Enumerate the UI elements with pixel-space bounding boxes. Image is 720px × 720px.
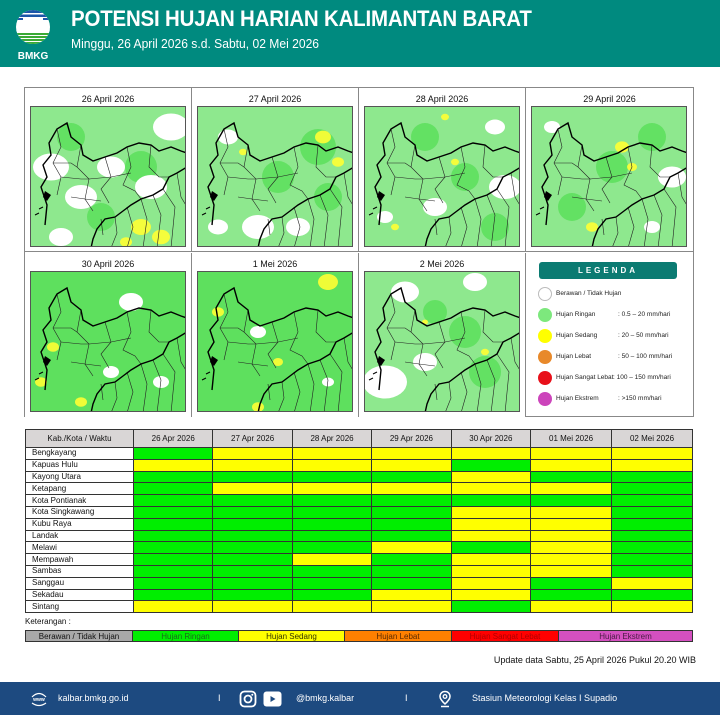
legend-item-berawan bbox=[538, 287, 698, 301]
legend-range: : >150 mm/hari bbox=[618, 395, 662, 402]
map-panel-4 bbox=[526, 88, 693, 252]
column-header: 29 Apr 2026 bbox=[372, 430, 451, 448]
table-row bbox=[26, 459, 693, 471]
forecast-cell bbox=[612, 471, 693, 483]
forecast-cell bbox=[531, 459, 612, 471]
column-header: 02 Mei 2026 bbox=[612, 430, 693, 448]
rainfall-map bbox=[197, 271, 353, 412]
forecast-cell bbox=[531, 518, 612, 530]
column-header: 26 Apr 2026 bbox=[134, 430, 213, 448]
website-link[interactable]: kalbar.bmkg.go.id bbox=[58, 693, 129, 703]
forecast-cell bbox=[134, 459, 213, 471]
forecast-cell bbox=[612, 542, 693, 554]
map-svg bbox=[31, 107, 186, 247]
legend-swatch bbox=[538, 392, 552, 406]
forecast-cell bbox=[612, 495, 693, 507]
region-name: Sambas bbox=[26, 565, 134, 577]
forecast-cell bbox=[531, 542, 612, 554]
rainfall-map bbox=[364, 106, 520, 247]
region-name: Kayong Utara bbox=[26, 471, 134, 483]
table-row bbox=[26, 448, 693, 460]
forecast-cell bbox=[372, 542, 451, 554]
region-name: Kota Pontianak bbox=[26, 495, 134, 507]
forecast-cell bbox=[292, 483, 371, 495]
update-timestamp: Update data Sabtu, 25 April 2026 Pukul 20.20 WIB bbox=[493, 655, 696, 665]
forecast-cell bbox=[134, 518, 213, 530]
forecast-cell bbox=[292, 577, 371, 589]
forecast-cell bbox=[372, 483, 451, 495]
forecast-cell bbox=[134, 495, 213, 507]
map-panel-5 bbox=[25, 253, 192, 417]
forecast-cell bbox=[134, 530, 213, 542]
forecast-cell bbox=[612, 459, 693, 471]
forecast-cell bbox=[531, 506, 612, 518]
map-grid bbox=[24, 87, 694, 417]
forecast-cell bbox=[451, 506, 530, 518]
region-name: Sintang bbox=[26, 601, 134, 613]
region-name: Sekadau bbox=[26, 589, 134, 601]
forecast-cell bbox=[213, 518, 292, 530]
station-name: Stasiun Meteorologi Kelas I Supadio bbox=[472, 693, 618, 703]
forecast-cell bbox=[213, 577, 292, 589]
column-header: 27 Apr 2026 bbox=[213, 430, 292, 448]
legend-label: Berawan / Tidak Hujan bbox=[556, 290, 622, 297]
forecast-cell bbox=[292, 471, 371, 483]
forecast-cell bbox=[134, 554, 213, 566]
forecast-cell bbox=[213, 448, 292, 460]
table-row bbox=[26, 495, 693, 507]
location-pin-icon bbox=[438, 690, 452, 708]
forecast-cell bbox=[213, 506, 292, 518]
forecast-cell bbox=[134, 542, 213, 554]
map-panel-title: 26 April 2026 bbox=[81, 94, 135, 104]
forecast-cell bbox=[372, 554, 451, 566]
legend-item-sedang bbox=[538, 329, 698, 343]
map-panel-1 bbox=[25, 88, 192, 252]
forecast-cell bbox=[531, 448, 612, 460]
forecast-cell bbox=[213, 554, 292, 566]
table-row bbox=[26, 565, 693, 577]
forecast-cell bbox=[451, 448, 530, 460]
forecast-cell bbox=[451, 471, 530, 483]
forecast-cell bbox=[292, 554, 371, 566]
forecast-cell bbox=[531, 495, 612, 507]
forecast-cell bbox=[451, 495, 530, 507]
table-row bbox=[26, 542, 693, 554]
forecast-cell bbox=[292, 530, 371, 542]
forecast-cell bbox=[531, 530, 612, 542]
forecast-cell bbox=[134, 601, 213, 613]
table-row bbox=[26, 506, 693, 518]
legend-swatch bbox=[538, 371, 552, 385]
legend-label: Hujan Ekstrem bbox=[556, 395, 599, 402]
forecast-cell bbox=[134, 471, 213, 483]
legend-label: Hujan Lebat bbox=[556, 353, 592, 360]
key-ekstrem: Hujan Ekstrem bbox=[559, 631, 692, 641]
footer-bar bbox=[0, 682, 720, 715]
forecast-cell bbox=[451, 483, 530, 495]
map-svg bbox=[365, 107, 520, 247]
forecast-cell bbox=[292, 542, 371, 554]
forecast-cell bbox=[612, 565, 693, 577]
www-icon bbox=[30, 690, 48, 708]
forecast-cell bbox=[372, 601, 451, 613]
forecast-cell bbox=[612, 448, 693, 460]
map-svg bbox=[198, 107, 353, 247]
map-panel-3 bbox=[359, 88, 526, 252]
legend-label: Hujan Sedang bbox=[556, 332, 598, 339]
keterangan-bar bbox=[25, 630, 693, 642]
column-header: 30 Apr 2026 bbox=[451, 430, 530, 448]
forecast-cell bbox=[213, 495, 292, 507]
table-row bbox=[26, 577, 693, 589]
map-panel-6 bbox=[192, 253, 359, 417]
forecast-cell bbox=[213, 459, 292, 471]
map-panel-title: 30 April 2026 bbox=[81, 259, 135, 269]
forecast-cell bbox=[451, 554, 530, 566]
forecast-cell bbox=[213, 530, 292, 542]
rainfall-map bbox=[197, 106, 353, 247]
map-panel-title: 1 Mei 2026 bbox=[252, 259, 298, 269]
key-berawan: Berawan / Tidak Hujan bbox=[26, 631, 133, 641]
region-name: Bengkayang bbox=[26, 448, 134, 460]
forecast-cell bbox=[612, 483, 693, 495]
legend-range: : 100 – 150 mm/hari bbox=[613, 374, 671, 381]
footer-bottom-strip bbox=[28, 715, 698, 720]
forecast-cell bbox=[213, 483, 292, 495]
legend-item-ringan bbox=[538, 308, 698, 322]
forecast-table bbox=[25, 429, 693, 613]
key-sangat-lebat: Hujan Sangat Lebat bbox=[452, 631, 559, 641]
forecast-cell bbox=[372, 495, 451, 507]
footer-separator: I bbox=[405, 693, 408, 703]
forecast-cell bbox=[451, 589, 530, 601]
forecast-cell bbox=[531, 565, 612, 577]
table-body bbox=[26, 448, 693, 613]
forecast-cell bbox=[372, 530, 451, 542]
legend-item-lebat bbox=[538, 350, 698, 364]
table-row bbox=[26, 554, 693, 566]
header-banner bbox=[0, 0, 720, 67]
column-header: Kab./Kota / Waktu bbox=[26, 430, 134, 448]
forecast-cell bbox=[134, 565, 213, 577]
forecast-cell bbox=[292, 495, 371, 507]
forecast-cell bbox=[213, 542, 292, 554]
forecast-cell bbox=[372, 459, 451, 471]
svg-text:www: www bbox=[33, 697, 45, 703]
forecast-cell bbox=[451, 518, 530, 530]
map-svg bbox=[532, 107, 687, 247]
legend-item-sangat-lebat bbox=[538, 371, 698, 385]
forecast-cell bbox=[134, 448, 213, 460]
map-panel-title: 28 April 2026 bbox=[415, 94, 469, 104]
key-lebat: Hujan Lebat bbox=[345, 631, 452, 641]
region-name: Mempawah bbox=[26, 554, 134, 566]
forecast-cell bbox=[213, 589, 292, 601]
keterangan-label: Keterangan : bbox=[25, 617, 71, 626]
rainfall-map bbox=[30, 106, 186, 247]
rainfall-map bbox=[364, 271, 520, 412]
region-name: Kapuas Hulu bbox=[26, 459, 134, 471]
region-name: Melawi bbox=[26, 542, 134, 554]
legend-swatch bbox=[538, 287, 552, 301]
column-header: 01 Mei 2026 bbox=[531, 430, 612, 448]
table-row bbox=[26, 483, 693, 495]
region-name: Kubu Raya bbox=[26, 518, 134, 530]
legend-swatch bbox=[538, 350, 552, 364]
legend-range: : 0.5 – 20 mm/hari bbox=[618, 311, 671, 318]
forecast-cell bbox=[292, 459, 371, 471]
legend-label: Hujan Sangat Lebat bbox=[556, 374, 614, 381]
forecast-cell bbox=[531, 601, 612, 613]
forecast-cell bbox=[292, 565, 371, 577]
map-panel-7 bbox=[359, 253, 526, 417]
region-name: Sanggau bbox=[26, 577, 134, 589]
table-row bbox=[26, 589, 693, 601]
forecast-cell bbox=[451, 459, 530, 471]
forecast-cell bbox=[292, 448, 371, 460]
legend-swatch bbox=[538, 329, 552, 343]
forecast-cell bbox=[612, 554, 693, 566]
forecast-cell bbox=[372, 577, 451, 589]
legend-range: : 20 – 50 mm/hari bbox=[618, 332, 669, 339]
forecast-cell bbox=[372, 565, 451, 577]
forecast-cell bbox=[372, 589, 451, 601]
forecast-cell bbox=[134, 577, 213, 589]
page-title: POTENSI HUJAN HARIAN KALIMANTAN BARAT bbox=[71, 6, 532, 31]
forecast-cell bbox=[134, 589, 213, 601]
map-panel-title: 2 Mei 2026 bbox=[419, 259, 465, 269]
forecast-cell bbox=[292, 589, 371, 601]
key-ringan: Hujan Ringan bbox=[133, 631, 239, 641]
rainfall-map bbox=[30, 271, 186, 412]
key-sedang: Hujan Sedang bbox=[239, 631, 345, 641]
youtube-icon[interactable] bbox=[263, 690, 282, 708]
page-subtitle: Minggu, 26 April 2026 s.d. Sabtu, 02 Mei 2026 bbox=[71, 36, 320, 51]
map-panel-2 bbox=[192, 88, 359, 252]
map-panel-title: 27 April 2026 bbox=[248, 94, 302, 104]
instagram-icon[interactable] bbox=[239, 690, 257, 708]
forecast-cell bbox=[531, 471, 612, 483]
forecast-cell bbox=[612, 577, 693, 589]
bmkg-logo-icon bbox=[13, 5, 53, 51]
legend-swatch bbox=[538, 308, 552, 322]
region-name: Kota Singkawang bbox=[26, 506, 134, 518]
region-name: Landak bbox=[26, 530, 134, 542]
map-panel-title: 29 April 2026 bbox=[583, 94, 636, 104]
legend-range: : 50 – 100 mm/hari bbox=[618, 353, 673, 360]
forecast-cell bbox=[372, 518, 451, 530]
column-header: 28 Apr 2026 bbox=[292, 430, 371, 448]
forecast-cell bbox=[531, 589, 612, 601]
forecast-cell bbox=[612, 506, 693, 518]
forecast-cell bbox=[292, 601, 371, 613]
map-svg bbox=[31, 272, 186, 412]
forecast-cell bbox=[372, 506, 451, 518]
forecast-cell bbox=[612, 518, 693, 530]
forecast-cell bbox=[451, 577, 530, 589]
table-header-row bbox=[26, 430, 693, 448]
map-svg bbox=[198, 272, 353, 412]
forecast-cell bbox=[213, 601, 292, 613]
region-name: Ketapang bbox=[26, 483, 134, 495]
map-svg bbox=[365, 272, 520, 412]
forecast-cell bbox=[134, 506, 213, 518]
forecast-cell bbox=[451, 601, 530, 613]
forecast-cell bbox=[451, 530, 530, 542]
legend-title: LEGENDA bbox=[539, 262, 677, 279]
forecast-cell bbox=[612, 589, 693, 601]
social-handle[interactable]: @bmkg.kalbar bbox=[296, 693, 355, 703]
forecast-cell bbox=[134, 483, 213, 495]
table-row bbox=[26, 601, 693, 613]
forecast-cell bbox=[531, 577, 612, 589]
forecast-cell bbox=[612, 530, 693, 542]
forecast-cell bbox=[213, 471, 292, 483]
footer-separator: I bbox=[218, 693, 221, 703]
table-row bbox=[26, 518, 693, 530]
forecast-cell bbox=[612, 601, 693, 613]
forecast-cell bbox=[451, 565, 530, 577]
legend-item-ekstrem bbox=[538, 392, 698, 406]
rainfall-map bbox=[531, 106, 687, 247]
forecast-cell bbox=[213, 565, 292, 577]
forecast-cell bbox=[531, 554, 612, 566]
forecast-cell bbox=[531, 483, 612, 495]
forecast-cell bbox=[292, 506, 371, 518]
forecast-cell bbox=[372, 448, 451, 460]
legend-label: Hujan Ringan bbox=[556, 311, 596, 318]
forecast-cell bbox=[372, 471, 451, 483]
table-row bbox=[26, 530, 693, 542]
table-row bbox=[26, 471, 693, 483]
bmkg-logo bbox=[13, 5, 53, 65]
forecast-cell bbox=[292, 518, 371, 530]
logo-text: BMKG bbox=[17, 51, 49, 62]
forecast-cell bbox=[451, 542, 530, 554]
map-legend bbox=[528, 253, 693, 416]
